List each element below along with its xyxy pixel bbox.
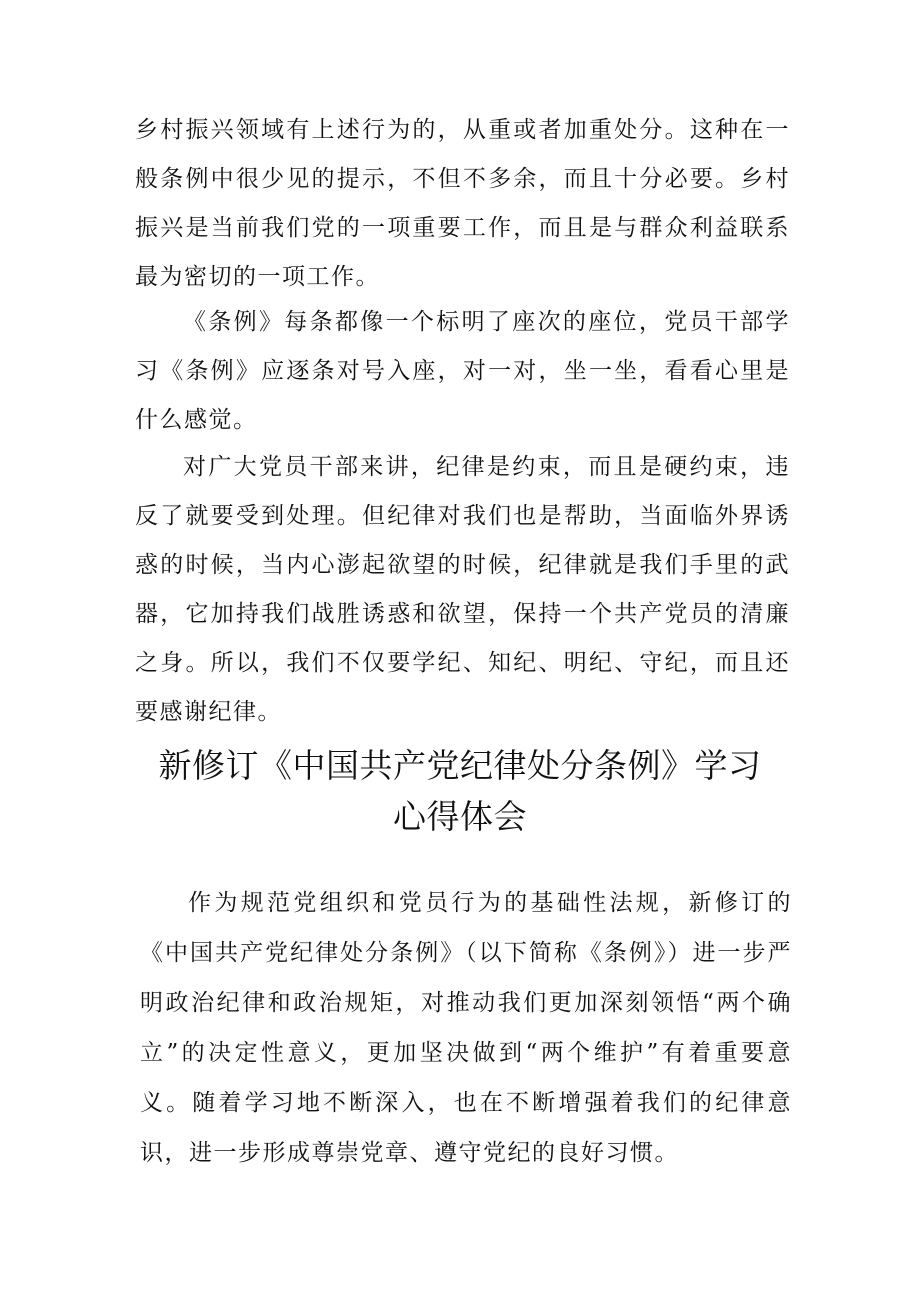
article-title-line-1: 新修订《中国共产党纪律处分条例》学习 [158,746,762,785]
body-paragraph: 乡村振兴领域有上述行为的，从重或者加重处分。这种在一般条例中很少见的提示，不但不多余，而且十分必要。乡村振兴是当前我们党的一项重要工作，而且是与群众利益联系最为密切的一项工作。 [135,117,790,290]
body-paragraph: 《条例》每条都像一个标明了座次的座位，党员干部学习《条例》应逐条对号入座，对一对，坐一坐，看看心里是什么感觉。 [135,309,790,433]
article-title-line-2: 心得体会 [393,797,527,836]
body-paragraph: 作为规范党组织和党员行为的基础性法规，新修订的《中国共产党纪律处分条例》（以下简称《条例》）进一步严明政治纪律和政治规矩，对推动我们更加深刻领悟“两个确立”的决定性意义，更加坚决做到“两个维护”有着重要意义。随着学习地不断深入，也在不断增强着我们的纪律意识，进一步形成尊崇党章、遵守党纪的良好习惯。 [140,890,792,1166]
article-title [100,740,820,842]
body-paragraph: 对广大党员干部来讲，纪律是约束，而且是硬约束，违反了就要受到处理。但纪律对我们也是帮助，当面临外界诱惑的时候，当内心澎起欲望的时候，纪律就是我们手里的武器，它加持我们战胜诱惑和欲望，保持一个共产党员的清廉之身。所以，我们不仅要学纪、知纪、明纪、守纪，而且还要感谢纪律。 [135,454,790,725]
